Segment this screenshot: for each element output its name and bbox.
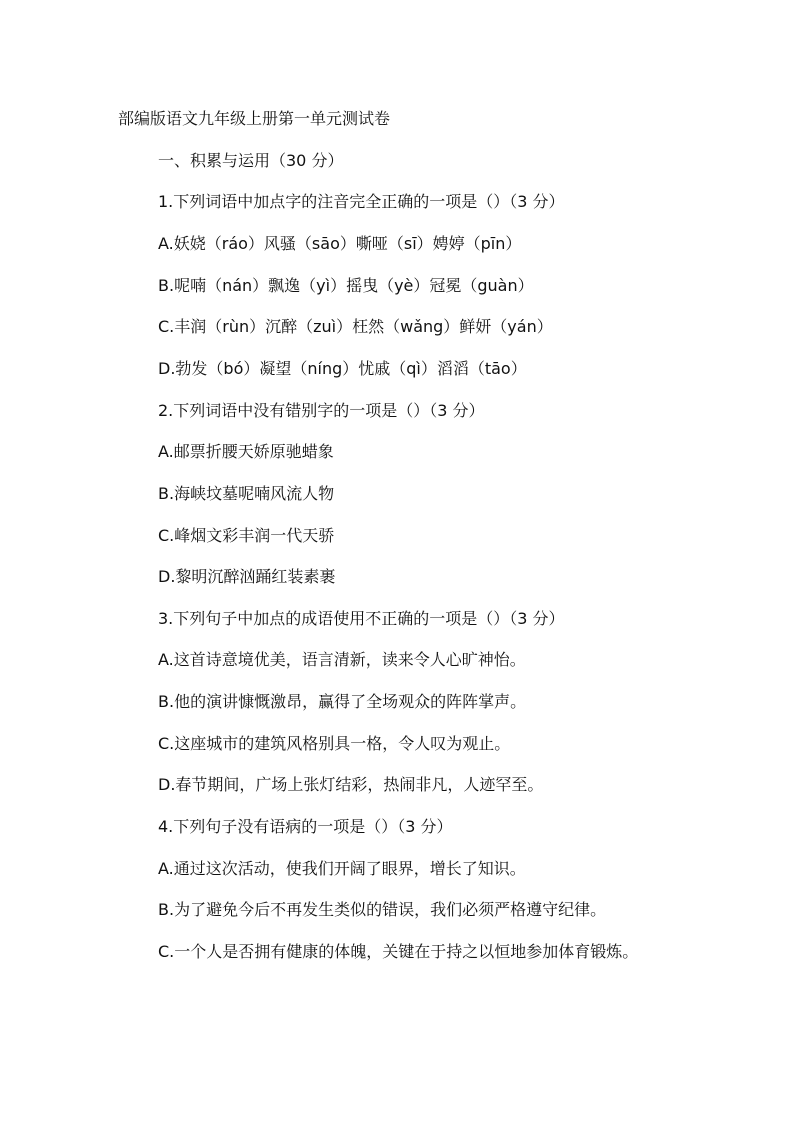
answer-option: C.峰烟文彩丰润一代天骄 — [158, 526, 335, 545]
answer-option: D.春节期间，广场上张灯结彩，热闹非凡，人迹罕至。 — [158, 775, 544, 794]
section-heading: 一、积累与运用（30 分） — [158, 151, 344, 170]
answer-option: D.黎明沉醉汹踊红装素裹 — [158, 567, 336, 586]
answer-option: A.这首诗意境优美，语言清新，读来令人心旷神怡。 — [158, 650, 526, 669]
answer-option: A.通过这次活动，使我们开阔了眼界，增长了知识。 — [158, 859, 526, 878]
question-stem: 2.下列词语中没有错别字的一项是（）（3 分） — [158, 401, 485, 420]
answer-option: C.一个人是否拥有健康的体魄，关键在于持之以恒地参加体育锻炼。 — [158, 942, 639, 961]
answer-option: B.为了避免今后不再发生类似的错误，我们必须严格遵守纪律。 — [158, 900, 607, 919]
question-stem: 3.下列句子中加点的成语使用不正确的一项是（）（3 分） — [158, 609, 565, 628]
question-stem: 4.下列句子没有语病的一项是（）（3 分） — [158, 817, 453, 836]
answer-option: C.丰润（rùn）沉醉（zuì）枉然（wǎng）鲜妍（yán） — [158, 317, 553, 336]
answer-option: B.他的演讲慷慨激昂，赢得了全场观众的阵阵掌声。 — [158, 692, 527, 711]
answer-option: C.这座城市的建筑风格别具一格，令人叹为观止。 — [158, 734, 511, 753]
answer-option: B.呢喃（nán）飘逸（yì）摇曳（yè）冠冕（guàn） — [158, 276, 534, 295]
answer-option: B.海峡坟墓呢喃风流人物 — [158, 484, 335, 503]
question-stem: 1.下列词语中加点字的注音完全正确的一项是（）（3 分） — [158, 192, 565, 211]
answer-option: D.勃发（bó）凝望（níng）忧戚（qì）滔滔（tāo） — [158, 359, 527, 378]
answer-option: A.邮票折腰天娇原驰蜡象 — [158, 442, 334, 461]
answer-option: A.妖娆（ráo）风骚（sāo）嘶哑（sī）娉婷（pīn） — [158, 234, 522, 253]
page-title: 部编版语文九年级上册第一单元测试卷 — [118, 109, 391, 128]
